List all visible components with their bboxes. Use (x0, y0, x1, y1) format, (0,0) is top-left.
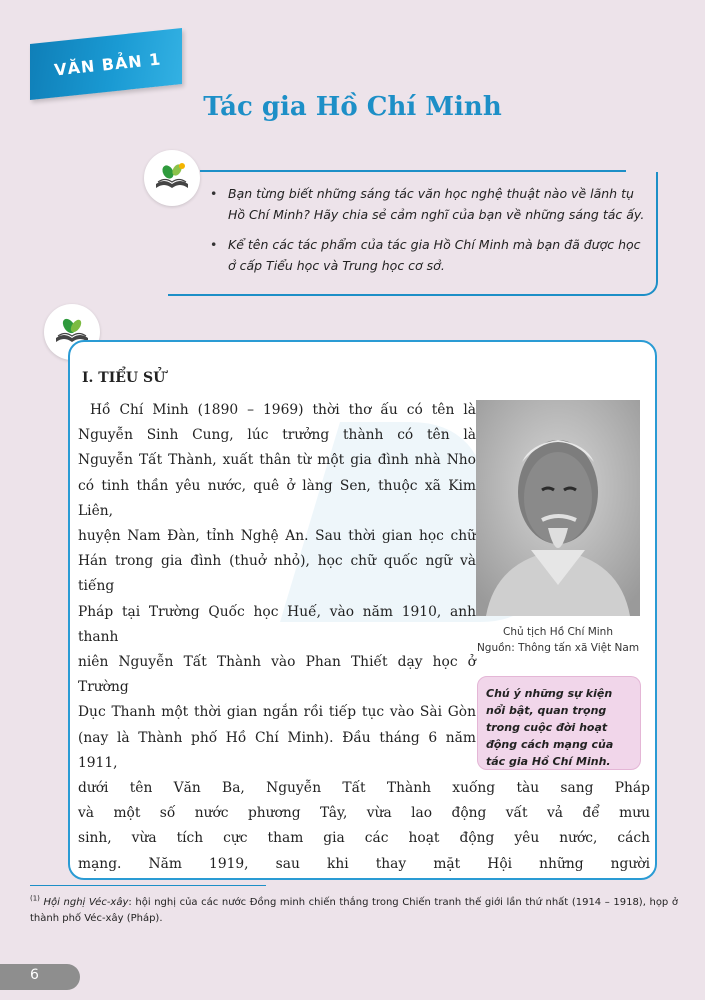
text-line: niên Nguyễn Tất Thành vào Phan Thiết dạy học ở Trường (78, 654, 476, 696)
text-line: Pháp tại Trường Quốc học Huế, vào năm 1910, anh thanh (78, 603, 476, 645)
page-number-tab (0, 964, 80, 990)
page-title: Tác gia Hồ Chí Minh (203, 92, 502, 122)
text-line: Nguyễn Tất Thành, xuất thân từ một gia đình nhà Nho (78, 452, 476, 469)
footnote-text: : hội nghị của các nước Đồng minh chiến thắng trong Chiến tranh thế giới lần thứ nhất (1914 – 1918), họp ở thành phố Véc-xây (Pháp). (30, 897, 678, 924)
section-banner-label: VĂN BẢN 1 (53, 49, 163, 80)
text-line: và một số nước phương Tây, vừa lao động vất vả để mưu (78, 805, 650, 822)
warmup-question: • Kể tên các tác phẩm của tác gia Hồ Chí Minh mà bạn đã được học ở cấp Tiểu học và Trung học cơ sở. (210, 234, 650, 276)
text-line: Dục Thanh một thời gian ngắn rồi tiếp tục vào Sài Gòn (78, 704, 476, 721)
footnote-term: Hội nghị Véc-xây (43, 897, 129, 908)
page-number: 6 (30, 967, 39, 983)
text-line: huyện Nam Đàn, tỉnh Nghệ An. Sau thời gian học chữ (78, 528, 476, 545)
footnote-mark: (1) (30, 894, 40, 903)
text-line: có tinh thần yêu nước, quê ở làng Sen, thuộc xã Kim Liên, (78, 477, 476, 519)
caption-title: Chủ tịch Hồ Chí Minh (503, 626, 613, 638)
caption-source: Nguồn: Thông tấn xã Việt Nam (476, 642, 640, 654)
reading-tip: Chú ý những sự kiện nổi bật, quan trọng trong cuộc đời hoạt động cách mạng của tác gia Hồ Chí Minh. (477, 676, 641, 770)
text-line: Hồ Chí Minh (1890 – 1969) thời thơ ấu có tên là (90, 402, 476, 418)
footnote-divider (30, 885, 266, 886)
photo-caption (468, 624, 648, 656)
text-line: dưới tên Văn Ba, Nguyễn Tất Thành xuống tàu sang Pháp (78, 780, 650, 797)
text-line: (nay là Thành phố Hồ Chí Minh). Đầu tháng 6 năm 1911, (78, 729, 476, 771)
warmup-questions (210, 183, 650, 285)
text-line (78, 877, 650, 880)
text-line: sinh, vừa tích cực tham gia các hoạt động yêu nước, cách (78, 830, 650, 847)
footnote (30, 895, 678, 927)
portrait-photo (476, 400, 640, 616)
text-line: Hán trong gia đình (thuở nhỏ), học chữ quốc ngữ và tiếng (78, 553, 476, 595)
section-heading: I. TIỂU SỬ (82, 370, 166, 386)
text-line: mạng. Năm 1919, sau khi thay mặt Hội những người (78, 855, 650, 872)
text-line: Nguyễn Sinh Cung, lúc trưởng thành có tên là (78, 427, 476, 444)
warmup-question: • Bạn từng biết những sáng tác văn học nghệ thuật nào về lãnh tụ Hồ Chí Minh? Hãy chia sẻ cảm nghĩ của bạn về những sáng tác ấy. (210, 183, 650, 225)
